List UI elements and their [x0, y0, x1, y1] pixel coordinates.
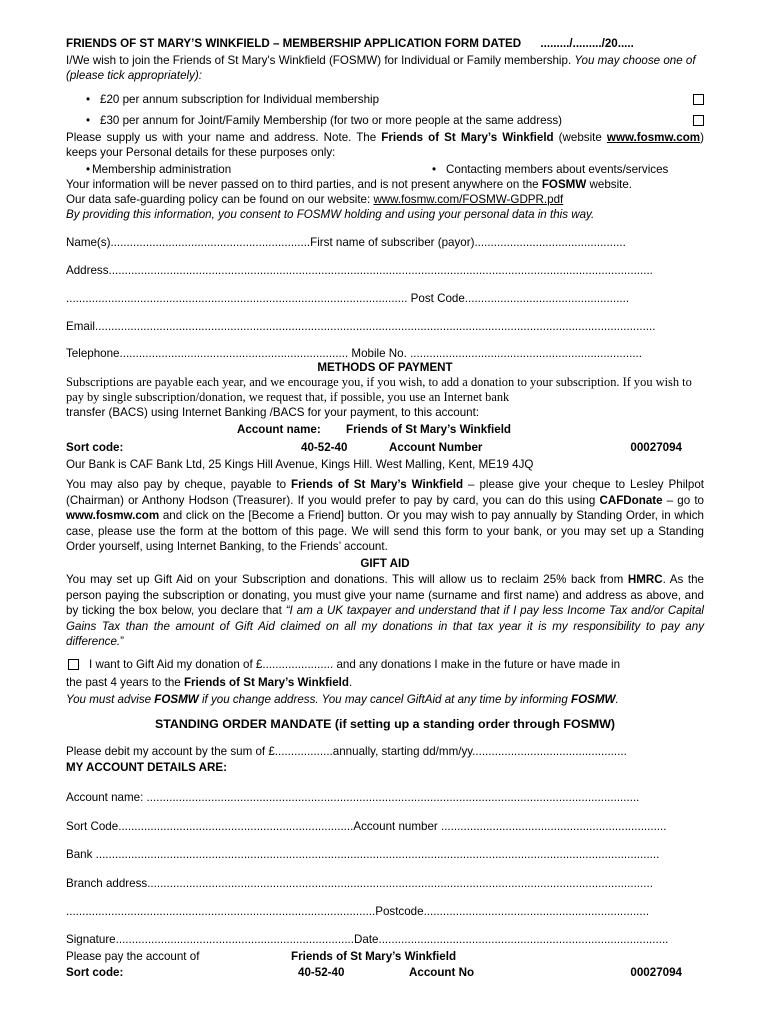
cheque-text-b: – please give your cheque to Lesley Philpot (Chairman) or Anthony Hodson (Treasurer). If you would prefer to pay by card, you can do this using: [66, 478, 704, 507]
payment-paragraph: [66, 375, 704, 405]
supply-text-b: (website: [553, 131, 607, 144]
account-name-row: [237, 422, 511, 437]
email-field[interactable]: Email..............................................................................................................................................................................: [66, 320, 656, 333]
purpose-contacting: • Contacting members about events/services: [412, 162, 668, 177]
third-party-bold: FOSMW: [541, 178, 587, 191]
third-party-text: Your information will be never passed on to third parties, and is not present anywhere on the: [66, 178, 542, 191]
intro-paragraph: [66, 53, 704, 83]
option-individual-checkbox[interactable]: [693, 94, 704, 105]
policy-line: [66, 192, 563, 207]
policy-link[interactable]: www.fosmw.com/FOSMW-GDPR.pdf: [373, 193, 564, 206]
purpose-membership: • Membership administration: [66, 162, 231, 177]
so-account-name-field[interactable]: Account name: .........................................................................................................................................................: [66, 791, 640, 804]
final-account-value: 00027094: [630, 966, 682, 979]
supply-text-c: ) keeps your Personal details for these purposes only:: [66, 131, 704, 159]
cheque-text: You may also pay by cheque, payable to: [66, 478, 292, 491]
intro-text: I/We wish to join the Friends of St Mary's Winkfield (FOSMW) for Individual or Family membership.: [66, 54, 575, 67]
date-blank[interactable]: ........./........./20.....: [540, 37, 634, 50]
option-joint-checkbox[interactable]: [693, 115, 704, 126]
option-joint: [66, 113, 704, 128]
pay-account-name: Friends of St Mary’s Winkfield: [291, 950, 457, 963]
names-field[interactable]: Name(s)..............................................................First name of subscriber (payor)...............................................: [66, 236, 626, 249]
cafdonate-text: CAFDonate: [599, 493, 663, 507]
address-field-2[interactable]: .......................................................................................................... Post Code...................................................: [66, 292, 630, 305]
final-sort-code-label: Sort code:: [66, 966, 124, 979]
form-title: [66, 36, 634, 51]
account-details-heading: MY ACCOUNT DETAILS ARE:: [66, 761, 228, 774]
sort-code-value: 40-52-40: [301, 441, 348, 454]
website-link[interactable]: www.fosmw.com: [606, 131, 701, 144]
gift-aid-paragraph: [66, 572, 704, 650]
debit-field[interactable]: Please debit my account by the sum of £..................annually, starting dd/mm/yy................................................: [66, 745, 627, 758]
option-individual: [66, 92, 704, 107]
gift-aid-tick-line: [66, 657, 620, 672]
advise-bold-1: FOSMW: [154, 693, 199, 706]
payment-paragraph-end: transfer (BACS) using Internet Banking /BACS for your payment, to this account:: [66, 406, 480, 419]
gift-aid-heading: GIFT AID: [360, 557, 410, 570]
policy-text: Our data safe-guarding policy can be found on our website:: [66, 193, 374, 206]
address-field-1[interactable]: Address.........................................................................................................................................................................: [66, 264, 653, 277]
supply-bold: Friends of St Mary’s Winkfield: [381, 131, 554, 144]
account-name-label: Account name:: [237, 423, 321, 436]
title-text: FRIENDS OF ST MARY’S WINKFIELD – MEMBERSHIP APPLICATION FORM DATED: [66, 37, 522, 50]
gift-aid-tick-bold: Friends of St Mary’s Winkfield: [183, 676, 349, 689]
pay-account-row: [66, 949, 704, 964]
gift-aid-text: You may set up Gift Aid on your Subscription and donations. This will allow us to reclaim 25% back from: [66, 573, 628, 586]
so-branch-field[interactable]: Branch address.............................................................................................................................................................: [66, 877, 653, 890]
hmrc-text: HMRC: [627, 573, 663, 586]
account-number-value: 00027094: [630, 441, 682, 454]
cheque-paragraph: [66, 477, 704, 555]
intro-italic: You may choose one of (please tick appropriately):: [66, 54, 696, 82]
advise-text-mid: if you change address. You may cancel GiftAid at any time by informing: [198, 693, 572, 706]
cheque-text-d: and click on the [Become a Friend] button. Or you may wish to pay annually by Standing Order, in which case, please use the form at the bottom of this page. We will send this form to your bank, or you may set up a Standing Order yourself, using Internet Banking, to the Friends’ account.: [66, 509, 704, 554]
supply-text: Please supply us with your name and address. Note. The: [66, 131, 382, 144]
so-postcode-field[interactable]: ................................................................................................Postcode......................................................................: [66, 905, 650, 918]
option-individual-label: £20 per annum subscription for Individual membership: [100, 93, 380, 106]
third-party-line: [66, 177, 632, 192]
payment-heading: METHODS OF PAYMENT: [317, 361, 453, 374]
gift-aid-checkbox[interactable]: [68, 659, 79, 670]
final-sort-code-row: [66, 965, 704, 980]
so-sort-code-field[interactable]: Sort Code.........................................................................Account number ......................................................................: [66, 820, 667, 833]
third-party-end: website.: [586, 178, 633, 191]
gift-aid-declaration: “I am a UK taxpayer and understand that if I pay less Income Tax and/or Capital Gains Tax than the amount of Gift Aid claimed on all my donations in that tax year it is my responsibility to pay any difference.: [66, 604, 704, 649]
cheque-text-c: – go to: [662, 493, 704, 507]
cheque-bold: Friends of St Mary’s Winkfield: [291, 478, 464, 491]
supply-paragraph: [66, 130, 704, 160]
standing-order-heading: STANDING ORDER MANDATE (if setting up a standing order through FOSMW): [154, 717, 616, 731]
website-text: www.fosmw.com: [66, 509, 160, 523]
final-account-label: Account No: [409, 966, 475, 979]
advise-bold-2: FOSMW: [571, 693, 616, 706]
payment-text: Subscriptions are payable each year, and we encourage you, if you wish, to add a donation to your subscription. If you wish to pay by single subscription/donation, we request that, if possible, you use an Internet bank: [66, 375, 692, 404]
gift-aid-tick-text: I want to Gift Aid my donation of £...................... and any donations I make in the future or have made in: [89, 658, 621, 671]
advise-end: .: [615, 693, 619, 706]
advise-text: You must advise: [66, 693, 155, 706]
option-joint-label: £30 per annum for Joint/Family Membership (for two or more people at the same address): [100, 114, 563, 127]
gift-aid-tick-end: .: [348, 676, 353, 689]
pay-account-label: Please pay the account of: [66, 950, 200, 963]
advise-line: [66, 692, 619, 707]
sort-code-label: Sort code:: [66, 441, 124, 454]
purposes-row: [66, 162, 704, 177]
account-name-value: Friends of St Mary’s Winkfield: [345, 423, 512, 436]
bank-address: Our Bank is CAF Bank Ltd, 25 Kings Hill Avenue, Kings Hill. West Malling, Kent, ME19 4JQ: [66, 458, 534, 471]
final-sort-code-value: 40-52-40: [298, 966, 345, 979]
sort-code-row: [66, 440, 704, 455]
account-number-label: Account Number: [389, 441, 483, 454]
so-signature-field[interactable]: Signature..........................................................................Date..........................................................................................: [66, 933, 669, 946]
telephone-field[interactable]: Telephone....................................................................... Mobile No. ........................................................................: [66, 347, 642, 360]
gift-aid-tick-text-b: the past 4 years to the: [66, 676, 184, 689]
gift-aid-quote-end: ”: [120, 635, 125, 649]
so-bank-field[interactable]: Bank ...............................................................................................................................................................................: [66, 848, 660, 861]
consent-line: By providing this information, you consent to FOSMW holding and using your personal data in this way.: [66, 208, 595, 221]
gift-aid-text-b: . As the person paying the subscription or donating, you must give your name (surname and first name) and address as above, and by ticking the box below, you declare that: [66, 573, 704, 618]
gift-aid-tick-line-2: [66, 675, 352, 690]
